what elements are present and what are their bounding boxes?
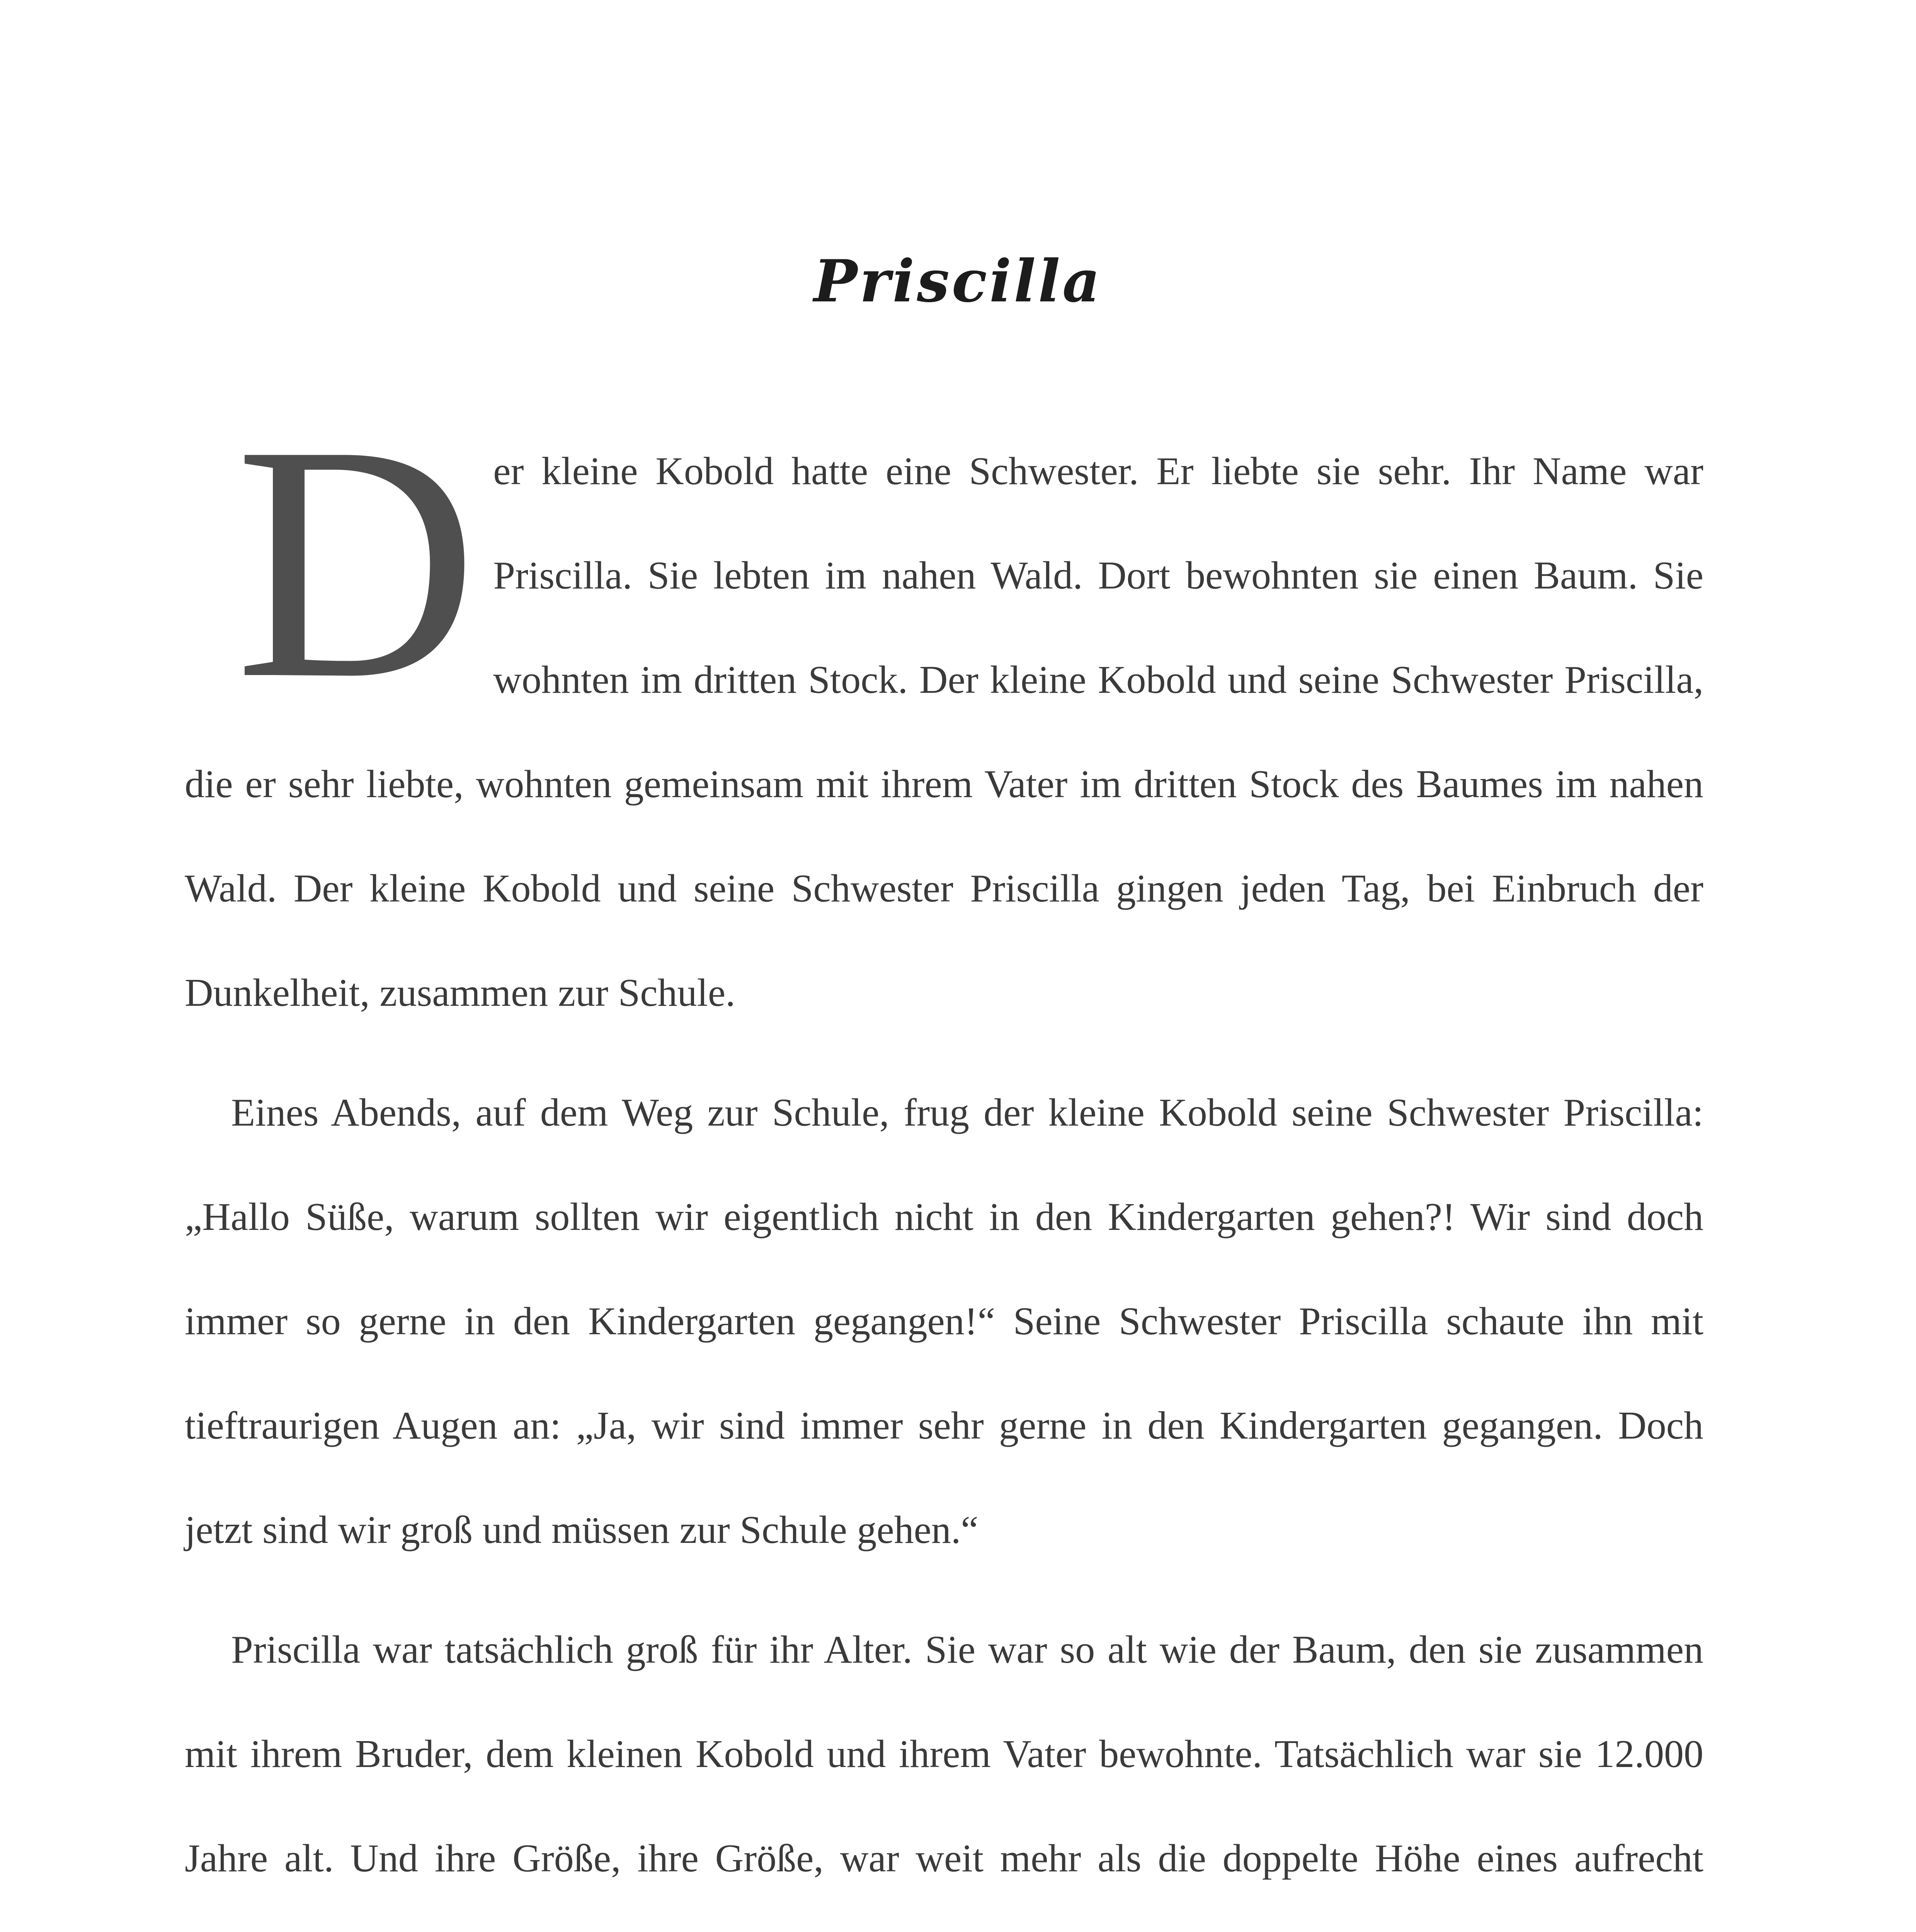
drop-cap-letter: D [235,376,478,748]
chapter-title: Priscilla [813,247,1103,315]
paragraph-2: Eines Abends, auf dem Weg zur Schule, frug der kleine Kobold seine Schwester Priscilla: „Hallo Süße, warum sollten wir eigentlich nicht in den Kindergarten gehen?! Wir sind doch immer so gerne in den Kindergarten gegangen!“ Seine Schwester Priscilla schaute ihn mit tieftraurigen Augen an: „Ja, wir sind immer sehr gerne in den Kindergarten gegangen. Doch jetzt sind wir groß und müssen zur Schule gehen.“ [185,1091,1703,1552]
story-body [185,376,1703,1932]
paragraph-1-text: er kleine Kobold hatte eine Schwester. Er liebte sie sehr. Ihr Name war Priscilla. Sie lebten im nahen Wald. Dort bewohnten sie einen Baum. Sie wohnten im dritten Stock. Der kleine Kobold und seine Schwester Priscilla, die er sehr liebte, wohnten gemeinsam mit ihrem Vater im dritten Stock des Baumes im nahen Wald. Der kleine Kobold und seine Schwester Priscilla gingen jeden Tag, bei Einbruch der Dunkelheit, zusammen zur Schule. [185,449,1703,1015]
paragraph-1 [185,376,1703,1045]
paragraph-3: Priscilla war tatsächlich groß für ihr Alter. Sie war so alt wie der Baum, den sie zusammen mit ihrem Bruder, dem kleinen Kobold und ihrem Vater bewohnte. Tatsächlich war sie 12.000 Jahre alt. Und ihre Größe, ihre Größe, war weit mehr als die doppelte Höhe eines aufrecht [185,1628,1703,1880]
